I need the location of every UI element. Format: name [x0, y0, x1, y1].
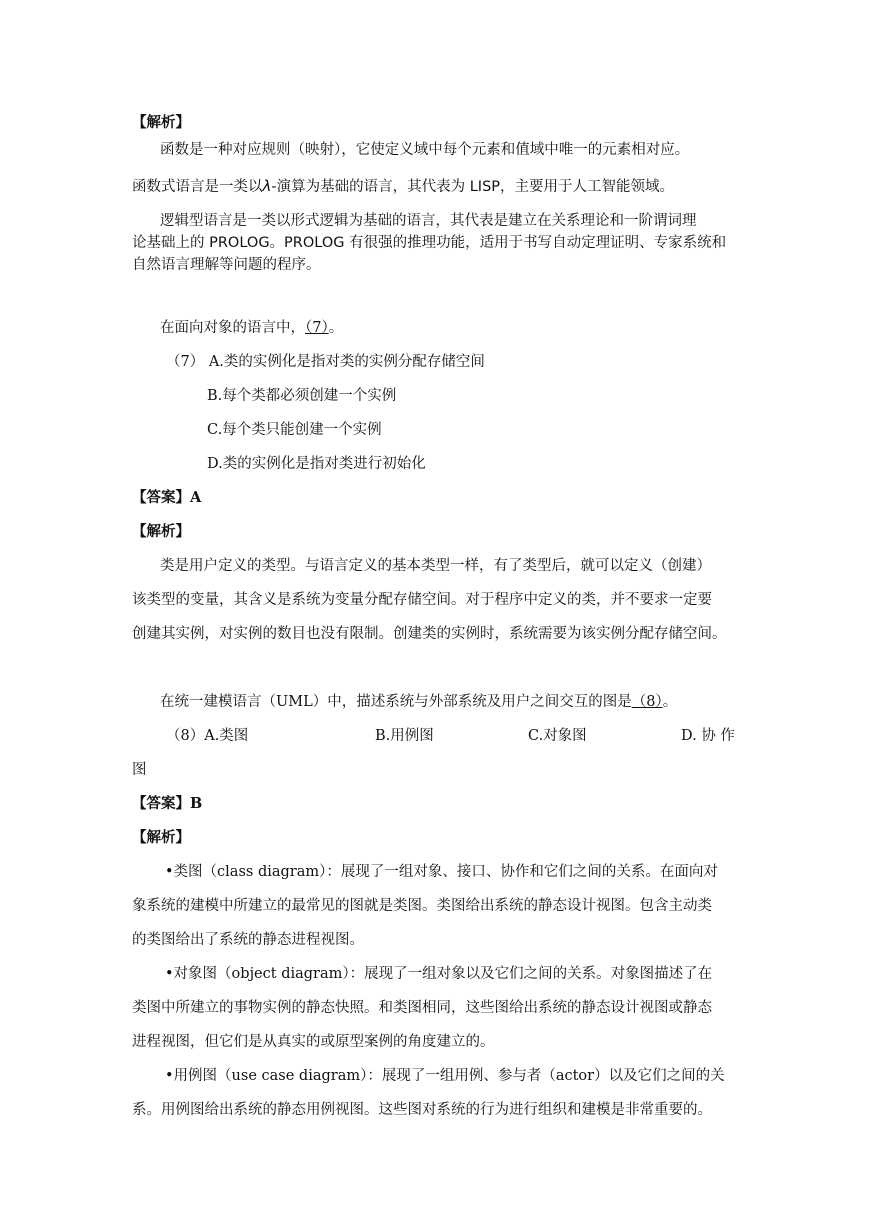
q7-option-a: （7） A.类的实例化是指对类的实例分配存储空间: [166, 354, 485, 370]
q7-answer: 【答案】A: [132, 489, 202, 506]
q8-answer: 【答案】B: [132, 795, 203, 812]
embedded-paragraph-logic-line1: 逻辑型语言是一类以形式逻辑为基础的语言，其代表是建立在关系理论和一阶谓词理: [160, 213, 697, 229]
q7-analysis-heading: 【解析】: [132, 523, 190, 540]
embedded-paragraph-logic-line3: 自然语言理解等问题的程序。: [132, 257, 321, 273]
q8-option-c: C.对象图: [528, 728, 587, 744]
object-diagram-line2: 类图中所建立的事物实例的静态快照。和类图相同，这些图给出系统的静态设计视图或静态: [132, 1000, 712, 1016]
q7-analysis-line3: 创建其实例，对实例的数目也没有限制。创建类的实例时，系统需要为该实例分配存储空间。: [132, 626, 727, 642]
q7-blank: （7）: [305, 320, 329, 336]
q8-blank: （8）: [631, 694, 663, 710]
q8-analysis-heading: 【解析】: [132, 829, 190, 846]
q8-stem: 在统一建模语言（UML）中，描述系统与外部系统及用户之间交互的图是（8）。: [160, 694, 678, 710]
q8-option-b: B.用例图: [375, 728, 434, 744]
q7-option-c: C.每个类只能创建一个实例: [207, 422, 382, 438]
object-diagram-line1: •对象图（object diagram）：展现了一组对象以及它们之间的关系。对象图描述了在: [165, 966, 713, 982]
class-diagram-line1: •类图（class diagram）：展现了一组对象、接口、协作和它们之间的关系。在面向对: [165, 864, 718, 880]
analysis-heading: 【解析】: [132, 114, 190, 131]
q7-option-d: D.类的实例化是指对类进行初始化: [207, 456, 426, 472]
object-diagram-line3: 进程视图，但它们是从真实的或原型案例的角度建立的。: [132, 1034, 495, 1050]
q7-option-b: B.每个类都必须创建一个实例: [207, 388, 397, 404]
q7-stem: 在面向对象的语言中，（7）。: [160, 320, 344, 336]
use-case-diagram-line1: •用例图（use case diagram）：展现了一组用例、参与者（actor）以及它们之间的关: [165, 1068, 725, 1084]
lambda-symbol: λ: [262, 177, 272, 195]
q8-option-d: D. 协 作: [681, 728, 735, 744]
q7-analysis-line2: 该类型的变量，其含义是系统为变量分配存储空间。对于程序中定义的类，并不要求一定要: [132, 592, 712, 608]
q7-analysis-line1: 类是用户定义的类型。与语言定义的基本类型一样，有了类型后，就可以定义（创建）: [160, 558, 711, 574]
q8-option-d-wrap: 图: [132, 762, 147, 778]
embedded-paragraph-functional-language: 函数式语言是一类以λ-演算为基础的语言，其代表为 LISP，主要用于人工智能领域。: [132, 177, 675, 195]
q8-option-a: （8）A.类图: [166, 728, 249, 744]
class-diagram-line2: 象系统的建模中所建立的最常见的图就是类图。类图给出系统的静态设计视图。包含主动类: [132, 898, 712, 914]
class-diagram-line3: 的类图给出了系统的静态进程视图。: [132, 932, 364, 948]
embedded-paragraph-function: 函数是一种对应规则（映射），它使定义域中每个元素和值域中唯一的元素相对应。: [160, 142, 690, 158]
embedded-paragraph-logic-line2: 论基础上的 PROLOG。PROLOG 有很强的推理功能，适用于书写自动定理证明、专家系统和: [132, 235, 727, 251]
use-case-diagram-line2: 系。用例图给出系统的静态用例视图。这些图对系统的行为进行组织和建模是非常重要的。: [132, 1102, 712, 1118]
